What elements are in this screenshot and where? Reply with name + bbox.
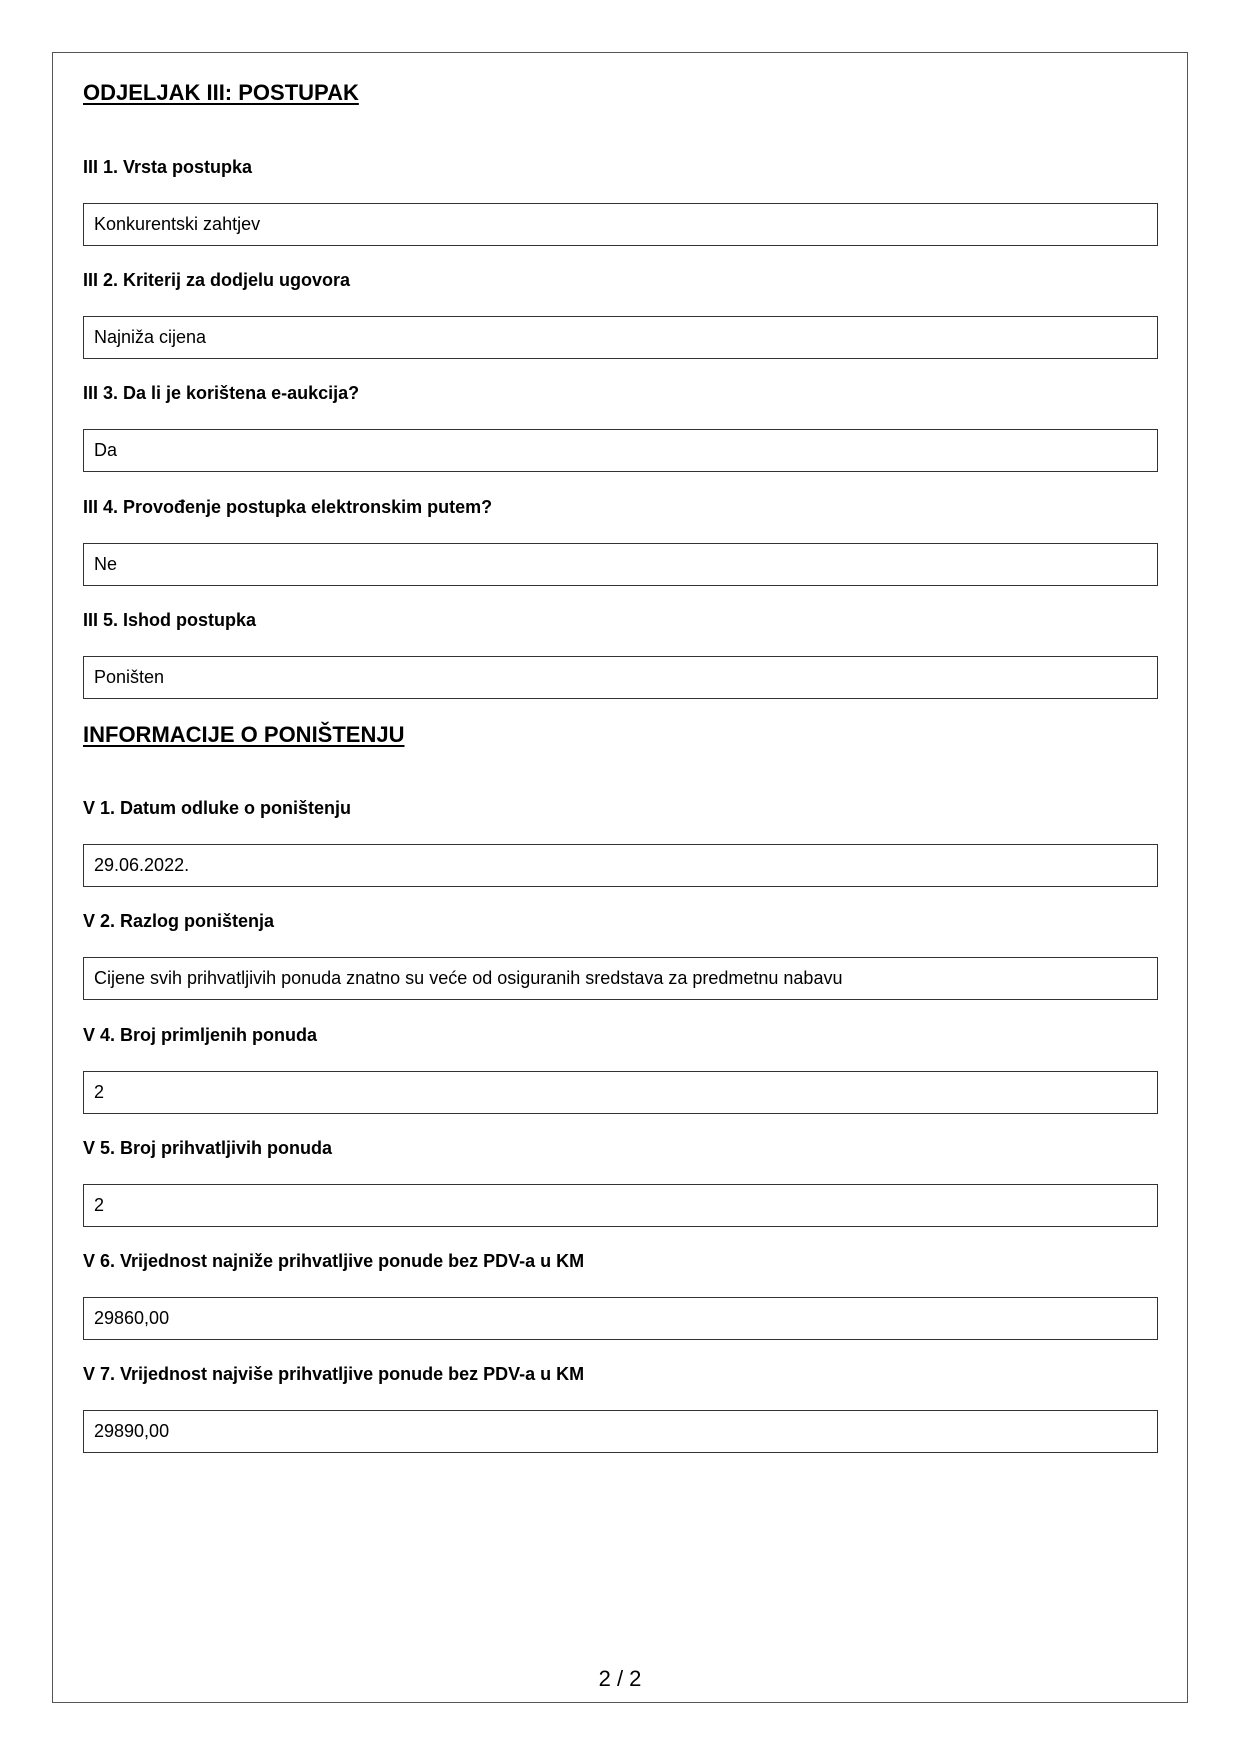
- field-label-lowest-bid-value: V 6. Vrijednost najniže prihvatljive ponude bez PDV-a u KM: [83, 1251, 585, 1271]
- section-heading-cancellation: INFORMACIJE O PONIŠTENJU: [83, 722, 405, 747]
- field-value-e-auction: Da: [83, 429, 1158, 472]
- field-value-lowest-bid-value: 29860,00: [83, 1297, 1158, 1340]
- field-label-acceptable-bids: V 5. Broj prihvatljivih ponuda: [83, 1138, 333, 1158]
- field-value-procedure-type: Konkurentski zahtjev: [83, 203, 1158, 246]
- section-heading-procedure: ODJELJAK III: POSTUPAK: [83, 80, 359, 105]
- field-value-cancellation-reason: Cijene svih prihvatljivih ponuda znatno su veće od osiguranih sredstava za predmetnu nabavu: [83, 957, 1158, 1000]
- field-value-electronic-procedure: Ne: [83, 543, 1158, 586]
- field-label-received-bids: V 4. Broj primljenih ponuda: [83, 1025, 318, 1045]
- field-value-received-bids: 2: [83, 1071, 1158, 1114]
- field-label-cancellation-reason: V 2. Razlog poništenja: [83, 911, 275, 931]
- field-value-highest-bid-value: 29890,00: [83, 1410, 1158, 1453]
- field-value-procedure-outcome: Poništen: [83, 656, 1158, 699]
- field-label-e-auction: III 3. Da li je korištena e-aukcija?: [83, 383, 360, 403]
- field-label-cancellation-date: V 1. Datum odluke o poništenju: [83, 798, 352, 818]
- field-label-highest-bid-value: V 7. Vrijednost najviše prihvatljive ponude bez PDV-a u KM: [83, 1364, 585, 1384]
- field-value-acceptable-bids: 2: [83, 1184, 1158, 1227]
- field-label-procedure-type: III 1. Vrsta postupka: [83, 157, 253, 177]
- field-label-electronic-procedure: III 4. Provođenje postupka elektronskim putem?: [83, 497, 493, 517]
- field-value-award-criterion: Najniža cijena: [83, 316, 1158, 359]
- field-label-procedure-outcome: III 5. Ishod postupka: [83, 610, 257, 630]
- field-label-award-criterion: III 2. Kriterij za dodjelu ugovora: [83, 270, 351, 290]
- page-number: 2 / 2: [598, 1666, 642, 1691]
- field-value-cancellation-date: 29.06.2022.: [83, 844, 1158, 887]
